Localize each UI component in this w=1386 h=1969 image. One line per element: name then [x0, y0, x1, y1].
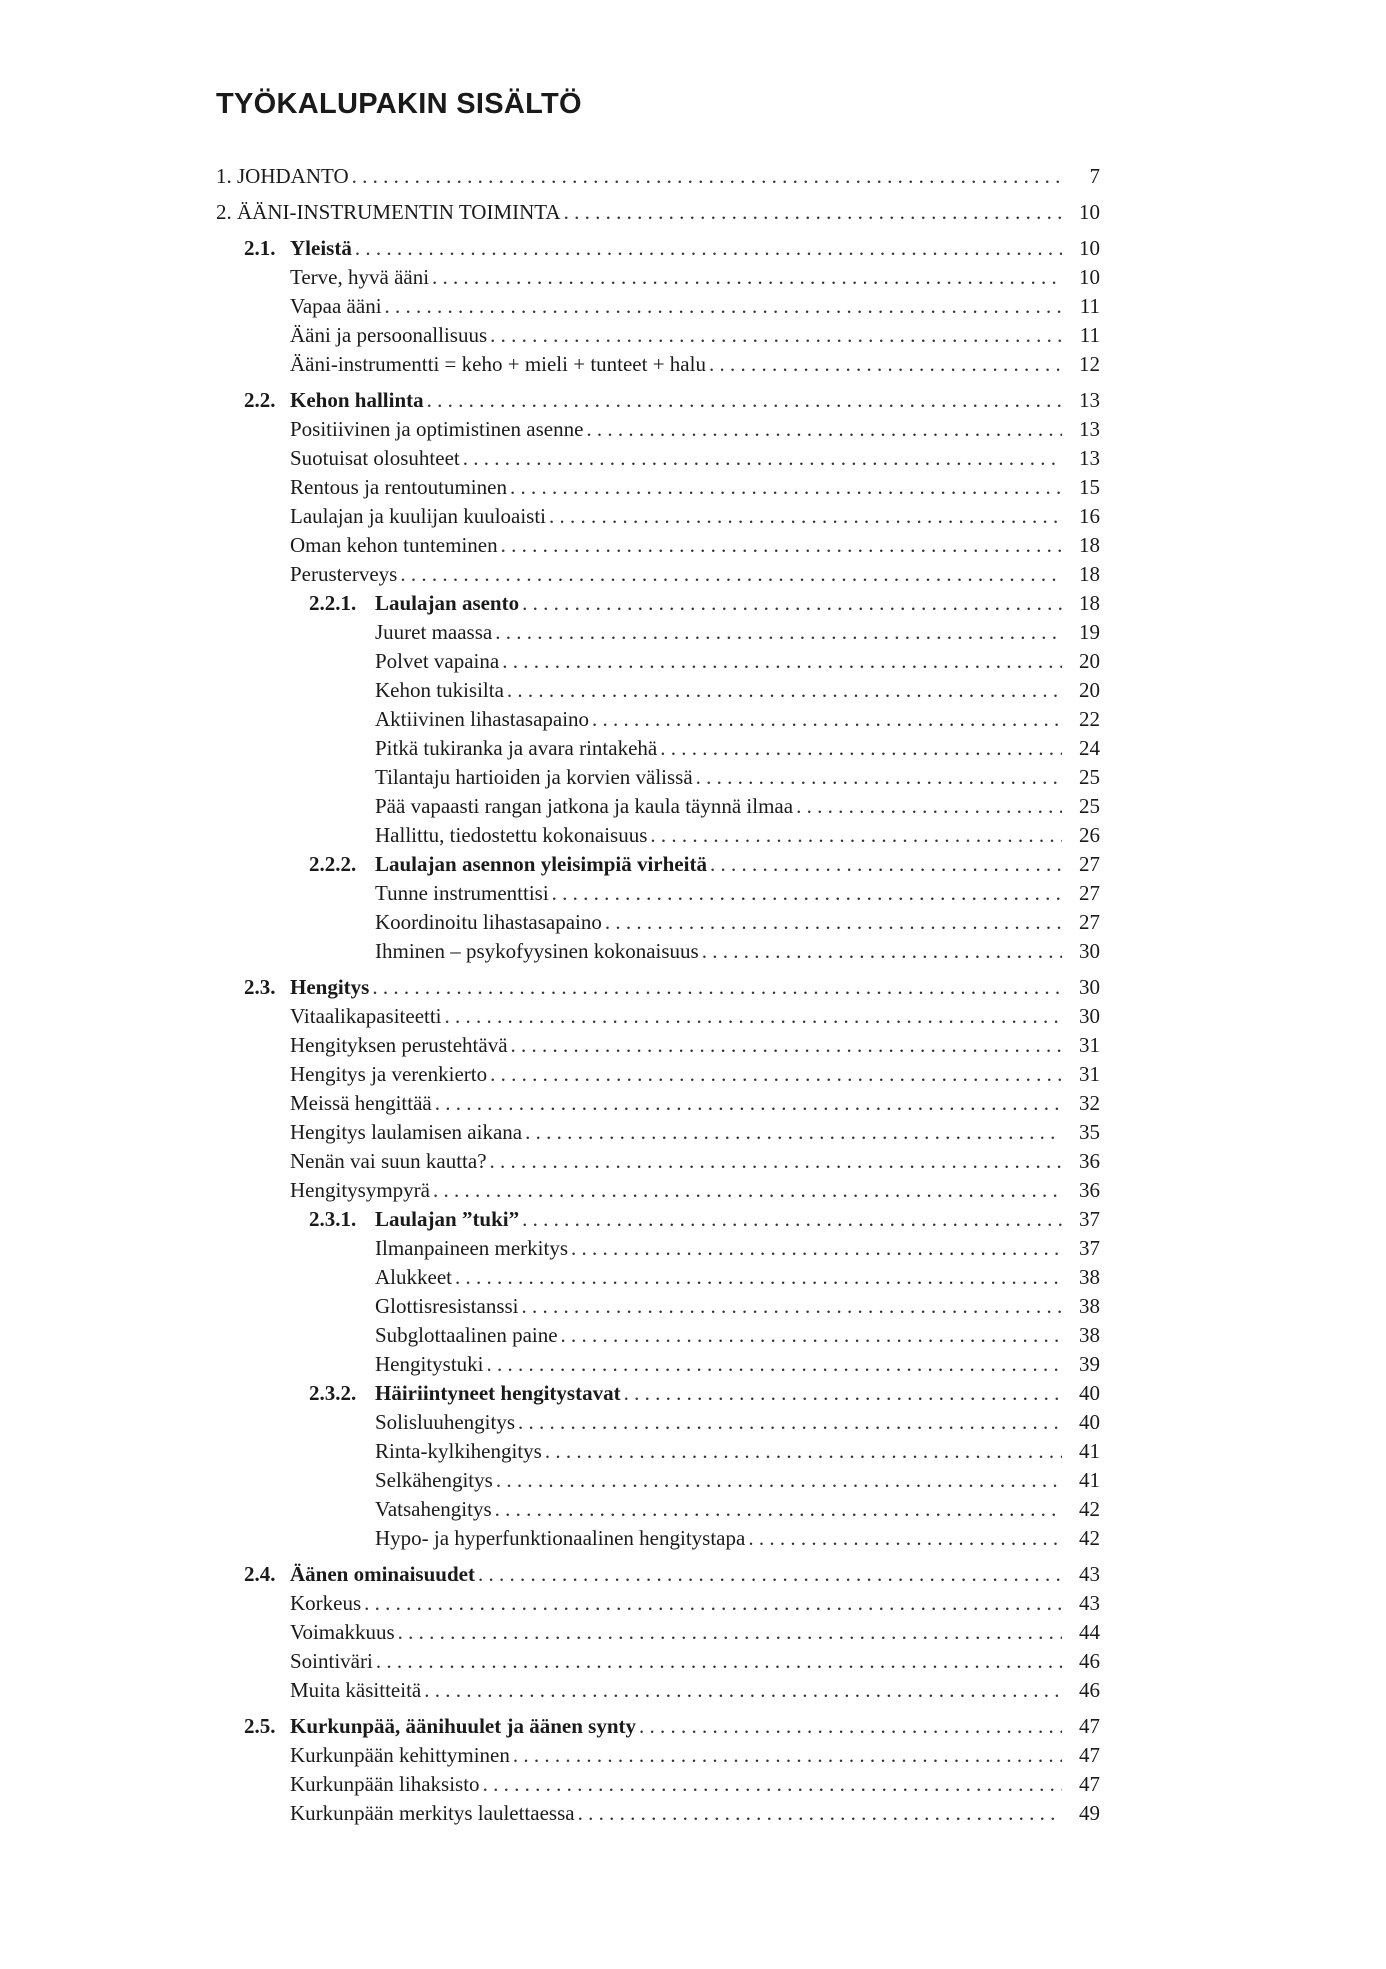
- toc-entry-label: Laulajan asento: [375, 591, 520, 615]
- toc-entry-page-number: 11: [1079, 294, 1100, 318]
- toc-entry-page-number: 27: [1079, 881, 1100, 905]
- toc-entry: [216, 292, 1100, 321]
- toc-entry: [216, 162, 1100, 191]
- toc-entry-page-number: 15: [1079, 475, 1100, 499]
- dot-leader: [545, 1437, 1062, 1466]
- toc-entry-label: Hengityksen perustehtävä: [290, 1033, 508, 1057]
- toc-entry: [216, 531, 1100, 560]
- toc-entry: [216, 1031, 1100, 1060]
- dot-leader: [522, 1292, 1062, 1321]
- toc-entry: [216, 1321, 1100, 1350]
- toc-entry-page-number: 25: [1079, 794, 1100, 818]
- toc-entry-label: Yleistä: [290, 236, 352, 260]
- toc-entry: [216, 1176, 1100, 1205]
- toc-entry-page-number: 35: [1079, 1120, 1100, 1144]
- toc-entry: [216, 1741, 1100, 1770]
- toc-entry-label: Alukkeet: [375, 1265, 452, 1289]
- toc-entry-label: Hengitys: [290, 975, 370, 999]
- dot-leader: [502, 647, 1062, 676]
- dot-leader: [435, 1089, 1062, 1118]
- toc-entry: [216, 589, 1100, 618]
- toc-entry-page-number: 42: [1079, 1497, 1100, 1521]
- toc-entry-label: Ääni ja persoonallisuus: [290, 323, 488, 347]
- table-of-contents: [216, 162, 1100, 1828]
- toc-entry-label: Ihminen – psykofyysinen kokonaisuus: [375, 939, 699, 963]
- toc-entry-label: Häiriintyneet hengitystavat: [375, 1381, 621, 1405]
- toc-entry: [216, 1263, 1100, 1292]
- toc-entry-label: Perusterveys: [290, 562, 398, 586]
- toc-entry-label: Hengitystuki: [375, 1352, 484, 1376]
- dot-leader: [490, 1147, 1062, 1176]
- document-page: [216, 84, 1100, 1828]
- toc-entry: [216, 1495, 1100, 1524]
- toc-entry-label: Hengitysympyrä: [290, 1178, 430, 1202]
- dot-leader: [483, 1770, 1062, 1799]
- toc-entry: [216, 502, 1100, 531]
- toc-entry-label: Kurkunpään lihaksisto: [290, 1772, 480, 1796]
- dot-leader: [748, 1524, 1062, 1553]
- toc-entry-number: 2.3.1.: [309, 1207, 357, 1231]
- dot-leader: [518, 1408, 1062, 1437]
- toc-entry: [216, 415, 1100, 444]
- toc-entry: [216, 1060, 1100, 1089]
- dot-leader: [496, 1466, 1062, 1495]
- toc-entry-label: Pitkä tukiranka ja avara rintakehä: [375, 736, 658, 760]
- toc-entry-page-number: 19: [1079, 620, 1100, 644]
- toc-entry-label: Juuret maassa: [375, 620, 493, 644]
- toc-entry-page-number: 46: [1079, 1678, 1100, 1702]
- toc-entry-label: Vapaa ääni: [290, 294, 382, 318]
- dot-leader: [525, 1118, 1062, 1147]
- dot-leader: [702, 937, 1062, 966]
- toc-entry-number: 2.4.: [244, 1562, 276, 1586]
- toc-entry-page-number: 42: [1079, 1526, 1100, 1550]
- toc-entry-page-number: 38: [1079, 1265, 1100, 1289]
- toc-entry-label: Positiivinen ja optimistinen asenne: [290, 417, 584, 441]
- toc-entry-page-number: 30: [1079, 975, 1100, 999]
- toc-entry-number: 2.5.: [244, 1714, 276, 1738]
- toc-entry-label: Korkeus: [290, 1591, 362, 1615]
- dot-leader: [650, 821, 1062, 850]
- toc-entry-label: Ääni-instrumentti = keho + mieli + tunteet + halu: [290, 352, 706, 376]
- dot-leader: [561, 1321, 1062, 1350]
- toc-entry: [216, 1002, 1100, 1031]
- toc-entry-label: Pää vapaasti rangan jatkona ja kaula täynnä ilmaa: [375, 794, 794, 818]
- toc-entry: [216, 473, 1100, 502]
- page-title: TYÖKALUPAKIN SISÄLTÖ: [216, 88, 582, 120]
- dot-leader: [495, 1495, 1062, 1524]
- toc-entry-page-number: 7: [1089, 164, 1100, 188]
- toc-entry: [216, 937, 1100, 966]
- toc-entry-page-number: 10: [1079, 200, 1100, 224]
- dot-leader: [455, 1263, 1062, 1292]
- dot-leader: [478, 1560, 1062, 1589]
- toc-entry: [216, 1618, 1100, 1647]
- toc-entry-page-number: 44: [1079, 1620, 1100, 1644]
- dot-leader: [513, 1741, 1062, 1770]
- dot-leader: [522, 589, 1062, 618]
- toc-entry-page-number: 11: [1079, 323, 1100, 347]
- dot-leader: [586, 415, 1062, 444]
- toc-entry: [216, 821, 1100, 850]
- toc-entry-label: Vitaalikapasiteetti: [290, 1004, 442, 1028]
- toc-entry-page-number: 49: [1079, 1801, 1100, 1825]
- toc-entry-label: Terve, hyvä ääni: [290, 265, 430, 289]
- toc-entry-page-number: 20: [1079, 678, 1100, 702]
- toc-entry: [216, 386, 1100, 415]
- toc-entry-label: Subglottaalinen paine: [375, 1323, 558, 1347]
- toc-entry-number: 2.3.2.: [309, 1381, 357, 1405]
- toc-entry: [216, 1350, 1100, 1379]
- toc-entry: [216, 792, 1100, 821]
- toc-entry-label: Ilmanpaineen merkitys: [375, 1236, 569, 1260]
- toc-entry: [216, 1712, 1100, 1741]
- toc-entry: [216, 1437, 1100, 1466]
- dot-leader: [495, 618, 1062, 647]
- toc-entry-page-number: 39: [1079, 1352, 1100, 1376]
- toc-entry-page-number: 24: [1079, 736, 1100, 760]
- toc-entry: [216, 1408, 1100, 1437]
- toc-entry: [216, 763, 1100, 792]
- dot-leader: [433, 1176, 1062, 1205]
- dot-leader: [352, 162, 1062, 191]
- toc-entry-page-number: 31: [1079, 1033, 1100, 1057]
- toc-entry: [216, 1379, 1100, 1408]
- dot-leader: [432, 263, 1062, 292]
- dot-leader: [372, 973, 1062, 1002]
- toc-entry: [216, 879, 1100, 908]
- toc-entry-label: Voimakkuus: [290, 1620, 395, 1644]
- toc-entry-page-number: 47: [1079, 1743, 1100, 1767]
- dot-leader: [522, 1205, 1062, 1234]
- toc-entry-page-number: 13: [1079, 388, 1100, 412]
- toc-entry-page-number: 37: [1079, 1207, 1100, 1231]
- dot-leader: [624, 1379, 1062, 1408]
- toc-entry-page-number: 10: [1079, 265, 1100, 289]
- toc-entry: [216, 1676, 1100, 1705]
- toc-entry-label: Hengitys ja verenkierto: [290, 1062, 488, 1086]
- toc-entry-label: Laulajan asennon yleisimpiä virheitä: [375, 852, 707, 876]
- toc-entry-label: Rentous ja rentoutuminen: [290, 475, 507, 499]
- toc-entry: [216, 850, 1100, 879]
- dot-leader: [398, 1618, 1062, 1647]
- toc-entry-page-number: 13: [1079, 446, 1100, 470]
- toc-entry: [216, 1147, 1100, 1176]
- toc-entry-label: Oman kehon tunteminen: [290, 533, 498, 557]
- toc-entry-page-number: 46: [1079, 1649, 1100, 1673]
- toc-entry: [216, 676, 1100, 705]
- dot-leader: [364, 1589, 1062, 1618]
- toc-entry-page-number: 38: [1079, 1294, 1100, 1318]
- toc-entry-page-number: 32: [1079, 1091, 1100, 1115]
- toc-entry-page-number: 20: [1079, 649, 1100, 673]
- toc-entry-label: Tilantaju hartioiden ja korvien välissä: [375, 765, 693, 789]
- dot-leader: [507, 676, 1062, 705]
- dot-leader: [487, 1350, 1063, 1379]
- dot-leader: [592, 705, 1062, 734]
- toc-entry: [216, 734, 1100, 763]
- toc-entry-label: Rinta-kylkihengitys: [375, 1439, 542, 1463]
- toc-entry-page-number: 31: [1079, 1062, 1100, 1086]
- toc-entry: [216, 1205, 1100, 1234]
- toc-entry-label: Nenän vai suun kautta?: [290, 1149, 487, 1173]
- toc-entry-page-number: 10: [1079, 236, 1100, 260]
- toc-entry-page-number: 38: [1079, 1323, 1100, 1347]
- toc-entry-label: Koordinoitu lihastasapaino: [375, 910, 602, 934]
- toc-entry-label: Selkähengitys: [375, 1468, 493, 1492]
- toc-entry-label: Tunne instrumenttisi: [375, 881, 549, 905]
- toc-entry: [216, 560, 1100, 589]
- dot-leader: [501, 531, 1062, 560]
- toc-entry: [216, 263, 1100, 292]
- dot-leader: [400, 560, 1062, 589]
- toc-entry-label: Hengitys laulamisen aikana: [290, 1120, 523, 1144]
- toc-entry-label: Äänen ominaisuudet: [290, 1562, 475, 1586]
- toc-entry-page-number: 18: [1079, 562, 1100, 586]
- toc-entry-label: Kurkunpään merkitys laulettaessa: [290, 1801, 575, 1825]
- toc-entry-page-number: 16: [1079, 504, 1100, 528]
- toc-entry-label: Solisluuhengitys: [375, 1410, 516, 1434]
- toc-entry: [216, 350, 1100, 379]
- toc-entry: [216, 705, 1100, 734]
- toc-entry-label: Sointiväri: [290, 1649, 373, 1673]
- dot-leader: [709, 350, 1062, 379]
- dot-leader: [796, 792, 1062, 821]
- toc-entry-page-number: 13: [1079, 417, 1100, 441]
- dot-leader: [427, 386, 1062, 415]
- dot-leader: [511, 1031, 1062, 1060]
- toc-entry-page-number: 47: [1079, 1772, 1100, 1796]
- toc-entry-label: Kehon tukisilta: [375, 678, 504, 702]
- toc-entry: [216, 973, 1100, 1002]
- toc-entry: [216, 1524, 1100, 1553]
- toc-entry-page-number: 40: [1079, 1410, 1100, 1434]
- toc-entry: [216, 1292, 1100, 1321]
- toc-entry-page-number: 12: [1079, 352, 1100, 376]
- toc-entry-number: 2.3.: [244, 975, 276, 999]
- toc-entry-page-number: 41: [1079, 1468, 1100, 1492]
- dot-leader: [605, 908, 1062, 937]
- toc-entry-label: JOHDANTO: [237, 164, 349, 188]
- toc-entry-number: 2.: [216, 200, 232, 224]
- toc-entry-page-number: 36: [1079, 1149, 1100, 1173]
- toc-entry: [216, 198, 1100, 227]
- toc-entry-label: Polvet vapaina: [375, 649, 500, 673]
- dot-leader: [639, 1712, 1062, 1741]
- toc-entry-label: Vatsahengitys: [375, 1497, 492, 1521]
- toc-entry: [216, 908, 1100, 937]
- toc-entry: [216, 1647, 1100, 1676]
- toc-entry-label: Laulajan ja kuulijan kuuloaisti: [290, 504, 547, 528]
- toc-entry-page-number: 30: [1079, 1004, 1100, 1028]
- toc-entry-label: Kehon hallinta: [290, 388, 424, 412]
- toc-entry-label: Glottisresistanssi: [375, 1294, 519, 1318]
- toc-entry-page-number: 22: [1079, 707, 1100, 731]
- toc-entry-page-number: 27: [1079, 852, 1100, 876]
- toc-entry-label: Suotuisat olosuhteet: [290, 446, 460, 470]
- dot-leader: [490, 1060, 1062, 1089]
- dot-leader: [660, 734, 1062, 763]
- toc-entry-label: Laulajan ”tuki”: [375, 1207, 520, 1231]
- toc-entry-label: Hypo- ja hyperfunktionaalinen hengitystapa: [375, 1526, 746, 1550]
- toc-entry-page-number: 37: [1079, 1236, 1100, 1260]
- dot-leader: [490, 321, 1062, 350]
- dot-leader: [549, 502, 1062, 531]
- dot-leader: [510, 473, 1062, 502]
- toc-entry-number: 2.2.1.: [309, 591, 357, 615]
- toc-entry: [216, 1770, 1100, 1799]
- dot-leader: [376, 1647, 1062, 1676]
- toc-entry-label: Hallittu, tiedostettu kokonaisuus: [375, 823, 648, 847]
- toc-entry-page-number: 26: [1079, 823, 1100, 847]
- toc-entry-label: ÄÄNI-INSTRUMENTIN TOIMINTA: [237, 200, 561, 224]
- toc-entry: [216, 234, 1100, 263]
- dot-leader: [463, 444, 1062, 473]
- toc-entry-label: Kurkunpään kehittyminen: [290, 1743, 510, 1767]
- dot-leader: [578, 1799, 1062, 1828]
- toc-entry: [216, 618, 1100, 647]
- toc-entry: [216, 1089, 1100, 1118]
- dot-leader: [552, 879, 1062, 908]
- toc-entry-page-number: 40: [1079, 1381, 1100, 1405]
- dot-leader: [424, 1676, 1062, 1705]
- toc-entry-label: Kurkunpää, äänihuulet ja äänen synty: [290, 1714, 637, 1738]
- toc-entry: [216, 1118, 1100, 1147]
- dot-leader: [385, 292, 1062, 321]
- toc-entry-page-number: 41: [1079, 1439, 1100, 1463]
- toc-entry-number: 2.2.: [244, 388, 276, 412]
- toc-entry-page-number: 30: [1079, 939, 1100, 963]
- toc-entry-page-number: 43: [1079, 1562, 1100, 1586]
- toc-entry: [216, 1234, 1100, 1263]
- toc-entry-label: Meissä hengittää: [290, 1091, 432, 1115]
- toc-entry: [216, 1560, 1100, 1589]
- toc-entry: [216, 647, 1100, 676]
- dot-leader: [564, 198, 1062, 227]
- toc-entry-label: Muita käsitteitä: [290, 1678, 422, 1702]
- toc-entry: [216, 1799, 1100, 1828]
- dot-leader: [571, 1234, 1062, 1263]
- toc-entry-label: Aktiivinen lihastasapaino: [375, 707, 590, 731]
- toc-entry: [216, 444, 1100, 473]
- toc-entry: [216, 1466, 1100, 1495]
- toc-entry-page-number: 47: [1079, 1714, 1100, 1738]
- toc-entry: [216, 1589, 1100, 1618]
- toc-entry-number: 2.1.: [244, 236, 276, 260]
- toc-entry-page-number: 25: [1079, 765, 1100, 789]
- toc-entry-page-number: 43: [1079, 1591, 1100, 1615]
- toc-entry-page-number: 18: [1079, 591, 1100, 615]
- dot-leader: [710, 850, 1062, 879]
- dot-leader: [445, 1002, 1062, 1031]
- toc-entry-page-number: 18: [1079, 533, 1100, 557]
- toc-entry: [216, 321, 1100, 350]
- dot-leader: [696, 763, 1062, 792]
- toc-entry-page-number: 27: [1079, 910, 1100, 934]
- toc-entry-page-number: 36: [1079, 1178, 1100, 1202]
- dot-leader: [355, 234, 1062, 263]
- toc-entry-number: 1.: [216, 164, 232, 188]
- toc-entry-number: 2.2.2.: [309, 852, 357, 876]
